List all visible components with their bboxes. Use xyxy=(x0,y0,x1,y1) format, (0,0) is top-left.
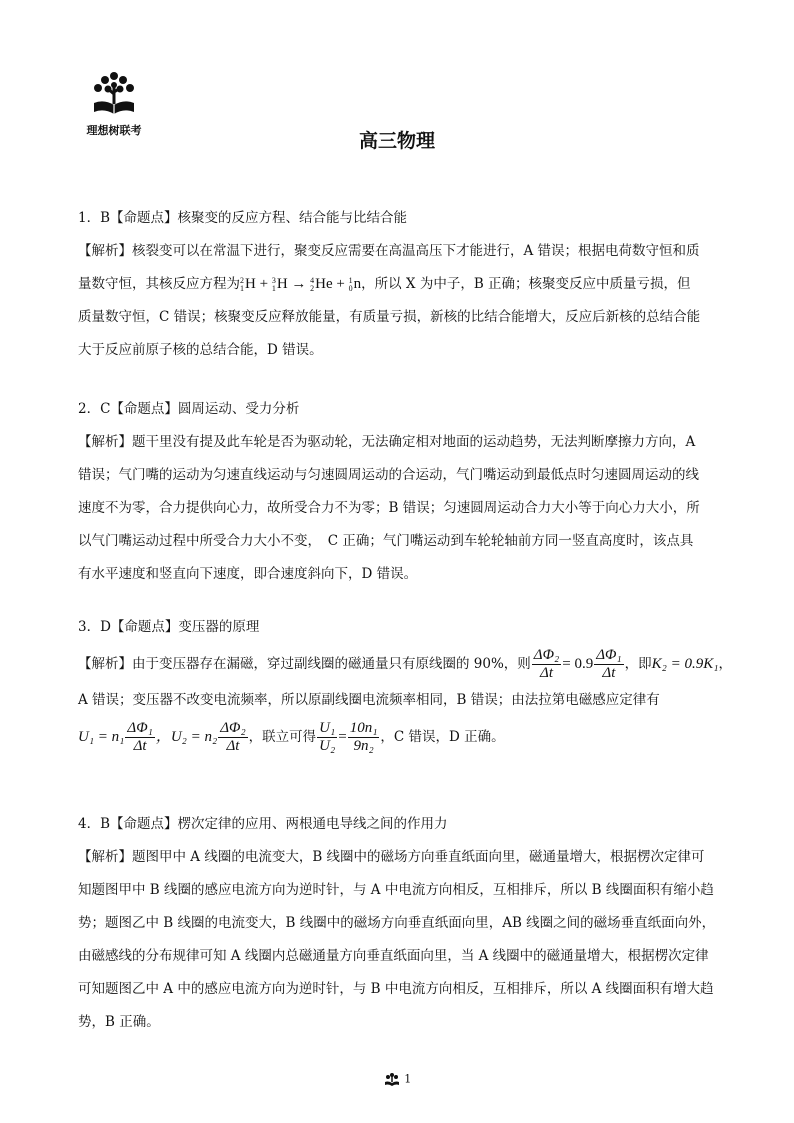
logo-text: 理想树联考 xyxy=(86,124,142,137)
k-relation: K₂ = 0.9K₁ xyxy=(651,656,719,672)
q1-line-4: 大于反应前原子核的总结合能，D 错误。 xyxy=(78,342,323,358)
question-1 xyxy=(78,202,724,367)
q1-line-2a: 量数守恒，其核反应方程为 xyxy=(78,276,240,292)
q1-line-2b: ，所以 X 为中子，B 正确；核聚变反应中质量亏损，但 xyxy=(361,276,691,292)
fraction-u1: $\frac{\text{ΔΦ₁}}{\Delta t}$ xyxy=(127,720,153,754)
nuclide-n1: 1 0 n xyxy=(348,275,362,293)
fraction-dphi1-dt: $\frac{\text{ΔΦ₁}}{\Delta t}$ xyxy=(596,647,622,681)
fraction-u-ratio: $\frac{\text{U₁}}{\text{U₂}}$ xyxy=(319,720,336,754)
tree-mini-icon xyxy=(383,1072,401,1086)
q2-line-3: 速度不为零，合力提供向心力，故所受合力不为零；B 错误；匀速圆周运动合力大小等于向心力大小，所 xyxy=(78,500,700,516)
q4-line-5: 可知题图乙中 A 中的感应电流方向为逆时针，与 B 中电流方向相反，互相排斥，所以 A 线圈面积有增大趋 xyxy=(78,981,714,997)
q1-line-3: 质量数守恒，C 错误；核聚变反应释放能量，有质量亏损，新核的比结合能增大，反应后新核的总结合能 xyxy=(78,309,701,325)
q3-line-1: 【解析】由于变压器存在漏磁，穿过副线圈的磁通量只有原线圈的 90%，则 $\frac{\text{ΔΦ₂}}{\Delta t}$ = 0.9 $\frac{\text{ΔΦ₁}}{\Delta t}$ ，即K₂ = 0.9K₁， xyxy=(78,647,732,681)
nuclide-he4: 4 2 He xyxy=(310,275,333,293)
q3-line-2: A 错误；变压器不改变电流频率，所以原副线圈电流频率相同，B 错误；由法拉第电磁感应定律有 xyxy=(78,692,660,708)
question-4 xyxy=(78,808,724,1039)
q3-line-1a: 【解析】由于变压器存在漏磁，穿过副线圈的磁通量只有原线圈的 90%，则 xyxy=(78,656,531,672)
question-3 xyxy=(78,611,732,757)
q4-heading: 4．B【命题点】楞次定律的应用、两根通电导线之间的作用力 xyxy=(78,816,448,832)
page-number: 1 xyxy=(404,1072,412,1086)
q4-line-4: 由磁感线的分布规律可知 A 线圈内总磁通量方向垂直纸面向里，当 A 线圈中的磁通量增大，根据楞次定律 xyxy=(78,948,709,964)
q4-line-2: 知题图甲中 B 线圈的感应电流方向为逆时针，与 A 中电流方向相反，互相排斥，所以 B 线圈面积有缩小趋 xyxy=(78,882,714,898)
q3-line-3: U₁ = n₁ $\frac{\text{ΔΦ₁}}{\Delta t}$ ，U₂ = n₂ $\frac{\text{ΔΦ₂}}{\Delta t}$ ，联立可得 $\frac{\text{U₁}}{\text{U₂}}$ = $\frac{\text{10n₁}}{\text{9n₂}}$ ，C 错误，D 正确。 xyxy=(78,720,505,754)
nuclide-h2: 2 1 H xyxy=(240,275,256,293)
q2-line-2: 错误；气门嘴的运动为匀速直线运动与匀速圆周运动的合运动，气门嘴运动到最低点时匀速圆周运动的线 xyxy=(78,467,699,483)
fraction-n-ratio: $\frac{\text{10n₁}}{\text{9n₂}}$ xyxy=(349,720,378,754)
q3-heading: 3．D【命题点】变压器的原理 xyxy=(78,619,260,635)
q4-line-3: 势；题图乙中 B 线圈的电流变大，B 线圈中的磁场方向垂直纸面向里，AB 线圈之间的磁场垂直纸面向外， xyxy=(78,915,716,931)
page-footer xyxy=(0,1072,794,1086)
q4-line-1: 【解析】题图甲中 A 线圈的电流变大，B 线圈中的磁场方向垂直纸面向里，磁通量增大，根据楞次定律可 xyxy=(78,849,705,865)
fraction-u2: $\frac{\text{ΔΦ₂}}{\Delta t}$ xyxy=(220,720,246,754)
fraction-dphi2-dt: $\frac{\text{ΔΦ₂}}{\Delta t}$ xyxy=(533,647,560,681)
question-2 xyxy=(78,393,724,591)
q2-line-5: 有水平速度和竖直向下速度，即合速度斜向下，D 错误。 xyxy=(78,566,418,582)
q2-heading: 2．C【命题点】圆周运动、受力分析 xyxy=(78,401,300,417)
q4-line-6: 势，B 正确。 xyxy=(78,1014,160,1030)
tree-book-logo-icon xyxy=(88,70,140,120)
q1-line-2: 量数守恒，其核反应方程为 2 1 H + 3 1 H → 4 2 He + 1 0 n，所以 X 为中子，B 正确；核聚变反应中质量亏损，但 xyxy=(78,268,724,301)
q2-line-4: 以气门嘴运动过程中所受合力大小不变， C 正确；气门嘴运动到车轮轮轴前方同一竖直高度时，该点具 xyxy=(78,533,694,549)
page-title: 高三物理 xyxy=(358,130,435,152)
q1-heading: 1．B【命题点】核聚变的反应方程、结合能与比结合能 xyxy=(78,210,408,226)
nuclide-h3: 3 1 H xyxy=(271,275,288,293)
q1-line-1: 【解析】核裂变可以在常温下进行，聚变反应需要在高温高压下才能进行，A 错误；根据电荷数守恒和质 xyxy=(78,243,700,259)
q2-line-1: 【解析】题干里没有提及此车轮是否为驱动轮，无法确定相对地面的运动趋势，无法判断摩擦力方向，A xyxy=(78,434,696,450)
